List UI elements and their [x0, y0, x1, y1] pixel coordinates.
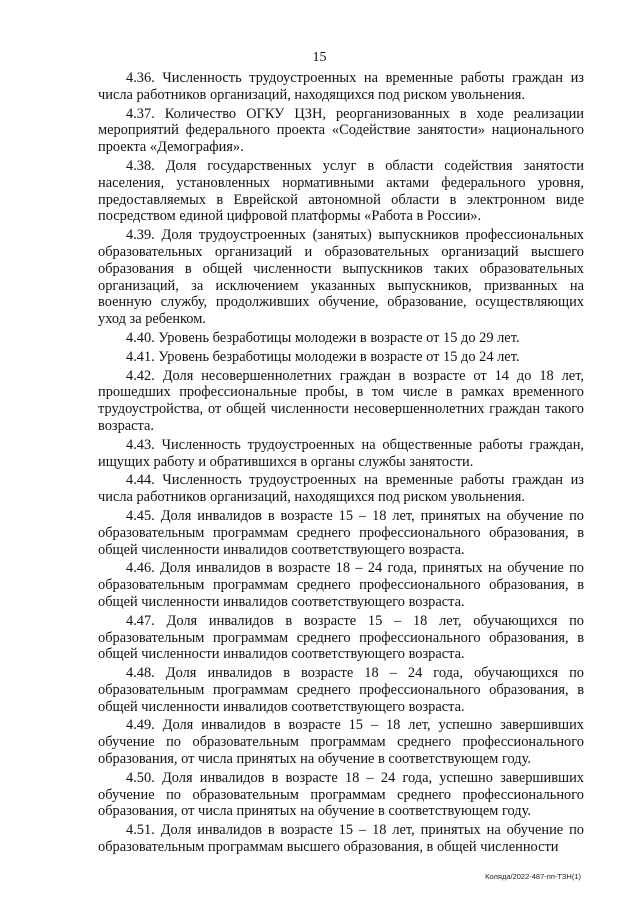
paragraph-4-38: 4.38. Доля государственных услуг в области содействия занятости населения, установленных нормативными актами федерального уровня, предоставляемых в Еврейской автономной области в электронном виде посредством единой цифровой платформы «Работа в России».	[98, 157, 584, 225]
paragraph-4-47: 4.47. Доля инвалидов в возрасте 15 – 18 лет, обучающихся по образовательным программам среднего профессионального образования, в общей численности инвалидов соответствующего возраста.	[98, 612, 584, 663]
paragraph-4-50: 4.50. Доля инвалидов в возрасте 18 – 24 года, успешно завершивших обучение по образовательным программам среднего профессионального образования, от числа принятых на обучение в соответствующем году.	[98, 769, 584, 820]
paragraph-4-46: 4.46. Доля инвалидов в возрасте 18 – 24 года, принятых на обучение по образовательным программам среднего профессионального образования, в общей численности инвалидов соответствующего возраста.	[98, 560, 584, 610]
paragraph-4-48: 4.48. Доля инвалидов в возрасте 18 – 24 года, обучающихся по образовательным программам среднего профессионального образования, в общей численности инвалидов соответствующего возраста.	[98, 665, 584, 715]
paragraph-4-36: 4.36. Численность трудоустроенных на временные работы граждан из числа работников организаций, находящихся под риском увольнения.	[98, 70, 584, 103]
paragraph-4-43: 4.43. Численность трудоустроенных на общественные работы граждан, ищущих работу и обратившихся в органы службы занятости.	[98, 436, 584, 470]
document-body	[98, 70, 584, 858]
paragraph-4-45: 4.45. Доля инвалидов в возрасте 15 – 18 лет, принятых на обучение по образовательным программам среднего профессионального образования, в общей численности инвалидов соответствующего возраста.	[98, 507, 584, 558]
page-number: 15	[312, 50, 327, 65]
paragraph-4-44: 4.44. Численность трудоустроенных на временные работы граждан из числа работников организаций, находящихся под риском увольнения.	[98, 472, 584, 506]
paragraph-4-51: 4.51. Доля инвалидов в возрасте 15 – 18 лет, принятых на обучение по образовательным программам высшего образования, в общей численности	[98, 822, 584, 856]
paragraph-4-40: 4.40. Уровень безработицы молодежи в возрасте от 15 до 29 лет.	[126, 329, 520, 346]
paragraph-4-41: 4.41. Уровень безработицы молодежи в возрасте от 15 до 24 лет.	[126, 348, 520, 365]
document-footer-code: Коляда/2022-487-пп-ТЗН(1)	[485, 872, 581, 881]
paragraph-4-42: 4.42. Доля несовершеннолетних граждан в возрасте от 14 до 18 лет, прошедших профессиональные пробы, в том числе в рамках временного трудоустройства, от общей численности несовершеннолетних граждан такого возраста.	[98, 367, 584, 434]
paragraph-4-39: 4.39. Доля трудоустроенных (занятых) выпускников профессиональных образовательных организаций и образовательных организаций высшего образования в общей численности выпускников таких образовательных организаций, за исключением указанных выпускников, призванных на военную службу, продолживших обучение, образование, осуществляющих уход за ребенком.	[98, 227, 584, 328]
paragraph-4-49: 4.49. Доля инвалидов в возрасте 15 – 18 лет, успешно завершивших обучение по образовательным программам среднего профессионального образования, от числа принятых на обучение в соответствующем году.	[98, 717, 584, 768]
paragraph-4-37: 4.37. Количество ОГКУ ЦЗН, реорганизованных в ходе реализации мероприятий федерального проекта «Содействие занятости» национального проекта «Демография».	[98, 105, 584, 156]
